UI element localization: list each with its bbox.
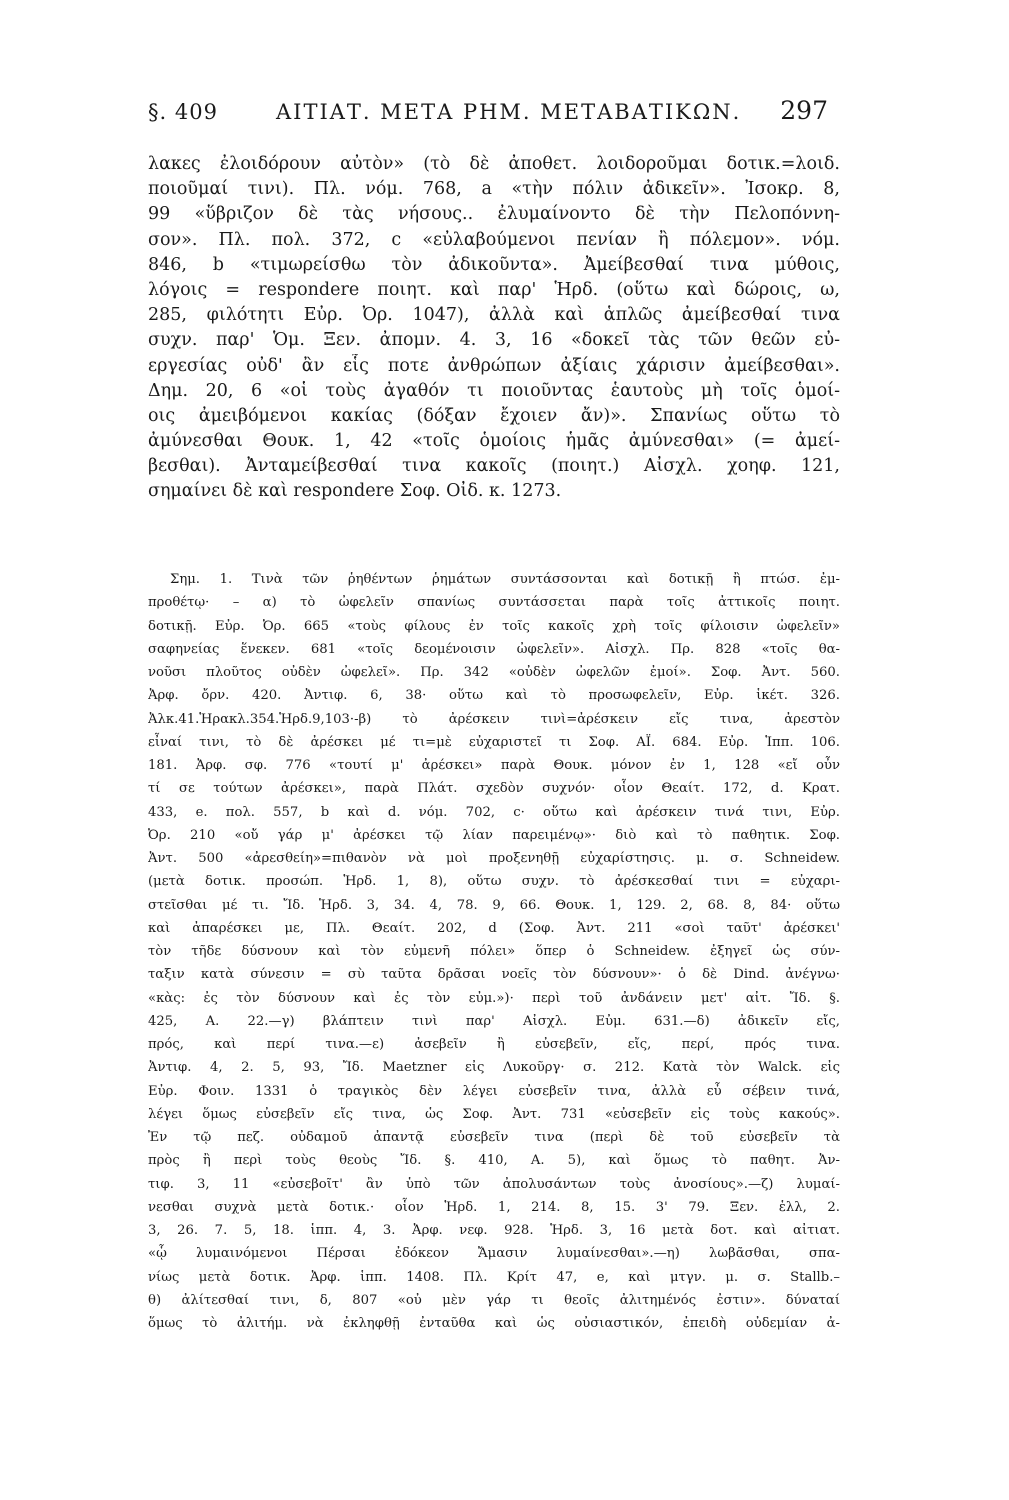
footnote-line: (μετὰ δοτικ. προσώπ. Ἡρδ. 1, 8), οὕτω συχν. τὸ ἀρέσκεσθαί τινι = εὐχαρι- <box>148 874 840 890</box>
footnote-line: 3, 26. 7. 5, 18. ἱππ. 4, 3. Ἀρφ. νεφ. 928. Ἡρδ. 3, 16 μετὰ δοτ. καὶ αἰτιατ. <box>148 1223 840 1238</box>
footnote-line: Σημ. 1. Τινὰ τῶν ῥηθέντων ῥημάτων συντάσσονται καὶ δοτικῇ ἢ πτώσ. ἐμ- <box>170 572 840 587</box>
main-text-line: 846, b «τιμωρείσθω τὸν ἀδικοῦντα». Ἀμείβεσθαί τινα μύθοις, <box>148 254 840 275</box>
main-text-line: Δημ. 20, 6 «οἱ τοὺς ἀγαθόν τι ποιοῦντας ἑαυτοὺς μὴ τοῖς ὁμοί- <box>148 380 840 401</box>
section-number: §. 409 <box>148 100 218 124</box>
footnote-line: στεῖσθαι μέ τι. Ἴδ. Ἡρδ. 3, 34. 4, 78. 9, 66. Θουκ. 1, 129. 2, 68. 8, 84· οὕτω <box>148 897 840 913</box>
footnote-line: ταξιν κατὰ σύνεσιν = σὺ ταῦτα δρᾶσαι νοεῖς τὸν δύσνουν»· ὁ δὲ Dind. ἀνέγνω· <box>148 967 840 983</box>
footnote-line: δοτικῇ. Εὐρ. Ὀρ. 665 «τοὺς φίλους ἐν τοῖς κακοῖς χρὴ τοῖς φίλοισιν ὠφελεῖν» <box>148 618 840 634</box>
footnote-text <box>148 568 840 1335</box>
footnote-line: Ἀλκ.41.Ἡρακλ.354.Ἡρδ.9,103·-β) τὸ ἀρέσκειν τινὶ=ἀρέσκειν εἴς τινα, ἀρεστὸν <box>148 711 840 727</box>
footnote-line: «ᾧ λυμαινόμενοι Πέρσαι ἐδόκεον Ἄμασιν λυμαίνεσθαι».—η) λωβᾶσθαι, σπα- <box>148 1246 840 1262</box>
main-text-line: σημαίνει δὲ καὶ respondere Σοφ. Οἰδ. κ. 1273. <box>148 481 562 502</box>
footnote-line: θ) ἀλίτεσθαί τινι, δ, 807 «οὐ μὲν γάρ τι θεοῖς ἀλιτημένός ἐστιν». δύναταί <box>148 1292 840 1308</box>
page-number: 297 <box>780 96 828 125</box>
running-title: ΑΙΤΙΑΤ. ΜΕΤΑ ΡΗΜ. ΜΕΤΑΒΑΤΙΚΩΝ. <box>276 100 742 124</box>
main-text-line: ἀμύνεσθαι Θουκ. 1, 42 «τοῖς ὁμοίοις ἡμᾶς ἀμύνεσθαι» (= ἀμεί- <box>148 431 840 452</box>
footnote-line: νίως μετὰ δοτικ. Ἀρφ. ἱππ. 1408. Πλ. Κρίτ 47, e, καὶ μτγν. μ. σ. Stallb.– <box>148 1269 840 1285</box>
footnote-line: «κὰς: ἐς τὸν δύσνουν καὶ ἐς τὸν εὐμ.»)· περὶ τοῦ ἀνδάνειν μετ' αἰτ. Ἴδ. §. <box>148 990 840 1006</box>
main-text-line: 285, φιλότητι Εὐρ. Ὀρ. 1047), ἀλλὰ καὶ ἁπλῶς ἀμείβεσθαί τινα <box>148 305 840 326</box>
main-text-line: 99 «ὕβριζον δὲ τὰς νήσους.. ἐλυμαίνοντο δὲ τὴν Πελοπόννη- <box>148 204 840 225</box>
footnote-line: τὸν τῆδε δύσνουν καὶ τὸν εὐμενῆ πόλει» ὅπερ ὁ Schneidew. ἐξηγεῖ ὡς σύν- <box>148 944 840 959</box>
main-text-line: λακες ἐλοιδόρουν αὐτὸν» (τὸ δὲ ἀποθετ. λοιδοροῦμαι δοτικ.=λοιδ. <box>148 154 840 174</box>
footnote-line: Ὀρ. 210 «οὔ γάρ μ' ἀρέσκει τῷ λίαν παρειμένῳ»· διὸ καὶ τὸ παθητικ. Σοφ. <box>148 827 840 843</box>
footnote-line: πρός, καὶ περί τινα.—ε) ἀσεβεῖν ἢ εὐσεβεῖν, εἴς, περί, πρός τινα. <box>148 1037 840 1052</box>
main-text <box>148 152 840 505</box>
footnote-line: σαφηνείας ἕνεκεν. 681 «τοῖς δεομένοισιν ὠφελεῖν». Αἰσχλ. Πρ. 828 «τοῖς θα- <box>148 641 840 657</box>
footnote-line: 425, Α. 22.—γ) βλάπτειν τινὶ παρ' Αἰσχλ. Εὐμ. 631.—δ) ἀδικεῖν εἴς, <box>148 1013 840 1029</box>
footnote-line: τί σε τούτων ἀρέσκει», παρὰ Πλάτ. σχεδὸν συχνόν· οἷον Θεαίτ. 172, d. Κρατ. <box>148 781 840 797</box>
main-text-line: συχν. παρ' Ὁμ. Ξεν. ἀπομν. 4. 3, 16 «δοκεῖ τὰς τῶν θεῶν εὐ- <box>148 330 840 351</box>
footnote-line: νεσθαι συχνὰ μετὰ δοτικ.· οἷον Ἡρδ. 1, 214. 8, 15. 3' 79. Ξεν. ἑλλ, 2. <box>148 1199 840 1215</box>
footnote-line: ὅμως τὸ ἀλιτήμ. νὰ ἐκληφθῇ ἐνταῦθα καὶ ὡς οὐσιαστικόν, ἐπειδὴ οὐδεμίαν ἀ- <box>148 1316 840 1331</box>
main-text-line: σον». Πλ. πολ. 372, c «εὐλαβούμενοι πενίαν ἢ πόλεμον». νόμ. <box>148 229 840 250</box>
footnote-line: καὶ ἀπαρέσκει με, Πλ. Θεαίτ. 202, d (Σοφ. Ἀντ. 211 «σοὶ ταῦτ' ἀρέσκει' <box>148 920 840 936</box>
footnote-line: Ἀντιφ. 4, 2. 5, 93, Ἴδ. Maetzner εἰς Λυκοῦργ· σ. 212. Κατὰ τὸν Walck. εἰς <box>148 1060 840 1076</box>
main-text-line: βεσθαι). Ἀνταμείβεσθαί τινα κακοῖς (ποιητ.) Αἰσχλ. χοηφ. 121, <box>148 456 840 477</box>
footnote-line: προθέτῳ· – α) τὸ ὠφελεῖν σπανίως συντάσσεται παρὰ τοῖς ἀττικοῖς ποιητ. <box>148 595 840 611</box>
footnote-line: 181. Ἀρφ. σφ. 776 «τουτί μ' ἀρέσκει» παρὰ Θουκ. μόνον ἐν 1, 128 «εἴ οὖν <box>148 758 840 773</box>
footnote-line: νοῦσι πλοῦτος οὐδὲν ὠφελεῖ». Πρ. 342 «οὐδὲν ὠφελῶν ἐμοί». Σοφ. Ἀντ. 560. <box>148 665 840 680</box>
main-text-line: εργεσίας οὐδ' ἂν εἷς ποτε ἀνθρώπων ἀξίαις χάρισιν ἀμείβεσθαι». <box>148 355 840 376</box>
footnote-line: πρὸς ἢ περὶ τοὺς θεοὺς Ἴδ. §. 410, Α. 5), καὶ ὅμως τὸ παθητ. Ἀν- <box>148 1153 840 1169</box>
footnote-line: Ἀρφ. ὄρν. 420. Ἀντιφ. 6, 38· οὕτω καὶ τὸ προσωφελεῖν, Εὐρ. ἱκέτ. 326. <box>148 688 840 704</box>
running-header <box>148 96 828 132</box>
footnote-line: εἶναί τινι, τὸ δὲ ἀρέσκει μέ τι=μὲ εὐχαριστεῖ τι Σοφ. ΑΪ. 684. Εὐρ. Ἱππ. 106. <box>148 734 840 750</box>
footnote-line: λέγει ὅμως εὐσεβεῖν εἴς τινα, ὡς Σοφ. Ἀντ. 731 «εὐσεβεῖν εἰς τοὺς κακούς». <box>148 1106 840 1122</box>
main-text-line: ποιοῦμαί τινι). Πλ. νόμ. 768, a «τὴν πόλιν ἀδικεῖν». Ἰσοκρ. 8, <box>148 179 840 200</box>
main-text-line: λόγοις = respondere ποιητ. καὶ παρ' Ἡρδ. (οὕτω καὶ δώροις, ω, <box>148 279 840 300</box>
footnote-line: Ἀντ. 500 «ἀρεσθείη»=πιθανὸν νὰ μοὶ προξενηθῇ εὐχαρίστησις. μ. σ. Schneidew. <box>148 851 840 866</box>
footnote-line: Ἐν τῷ πεζ. οὐδαμοῦ ἀπαντᾷ εὐσεβεῖν τινα (περὶ δὲ τοῦ εὐσεβεῖν τὰ <box>148 1130 840 1145</box>
footnote-line: Εὐρ. Φοιν. 1331 ὁ τραγικὸς δὲν λέγει εὐσεβεῖν τινα, ἀλλὰ εὖ σέβειν τινά, <box>148 1083 840 1099</box>
footnote-line: τιφ. 3, 11 «εὐσεβοῖτ' ἂν ὑπὸ τῶν ἀπολυσάντων τοὺς ἀνοσίους».—ζ) λυμαί- <box>148 1176 840 1192</box>
footnote-line: 433, e. πολ. 557, b καὶ d. νόμ. 702, c· οὕτω καὶ ἀρέσκειν τινά τινι, Εὐρ. <box>148 804 840 820</box>
main-text-line: οις ἀμειβόμενοι κακίας (δόξαν ἔχοιεν ἄν)». Σπανίως οὕτω τὸ <box>148 405 840 426</box>
